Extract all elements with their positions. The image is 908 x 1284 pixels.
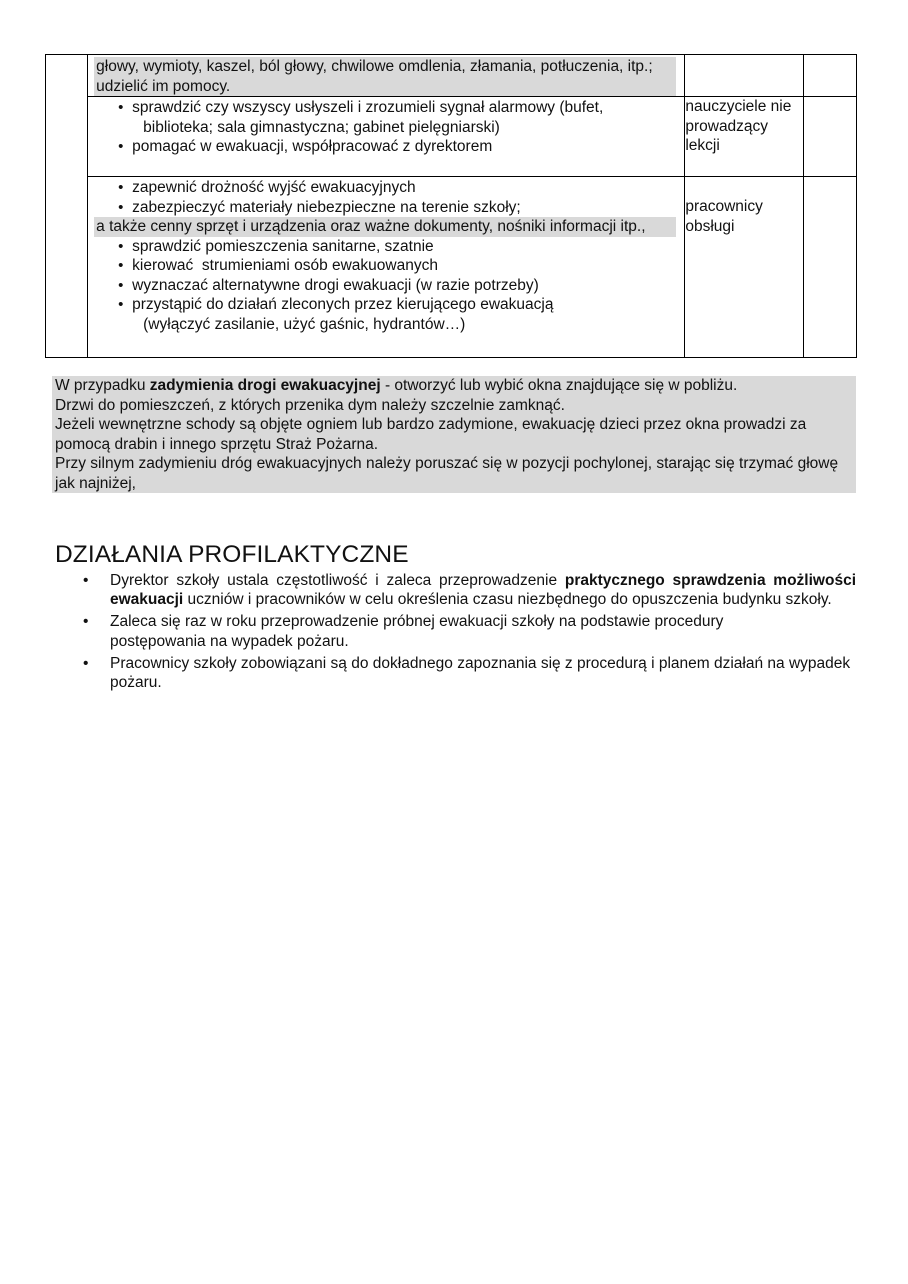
item-bold-text: praktycznego sprawdzenia możliwości ewakuacji: [110, 572, 856, 609]
highlighted-text: a także cenny sprzęt i urządzenia oraz ważne dokumenty, nośniki informacji itp.,: [94, 217, 676, 237]
list-item: [88, 98, 684, 137]
notice-line: Jeżeli wewnętrzne schody są objęte ogniem lub bardzo zadymione, ewakuację dzieci przez okna prowadzi za pomocą drabin i innego sprzętu Straż Pożarna.: [55, 416, 807, 453]
list-item: [80, 612, 856, 650]
tasks-cell: [88, 177, 685, 358]
list-item: [80, 654, 856, 692]
tasks-cell: [88, 55, 685, 97]
task-text-continuation: (wyłączyć zasilanie, użyć gaśnic, hydrantów…): [143, 315, 466, 333]
smoke-notice: [52, 376, 856, 493]
person-cell: nauczyciele nie prowadzący lekcji: [685, 97, 803, 177]
task-text: wyznaczać alternatywne drogi ewakuacji (w razie potrzeby): [132, 276, 539, 294]
task-list: [88, 237, 684, 335]
notice-text: - otworzyć lub wybić okna znajdujące się w pobliżu.: [380, 377, 738, 394]
list-item: [88, 295, 684, 334]
notice-line: Przy silnym zadymieniu dróg ewakuacyjnych należy poruszać się w pozycji pochylonej, starając się trzymać głowę jak najniżej,: [55, 455, 839, 492]
highlighted-text: głowy, wymioty, kaszel, ból głowy, chwilowe omdlenia, złamania, potłuczenia, itp.; udzielić im pomocy.: [94, 57, 676, 96]
prophylactic-list: [80, 571, 856, 695]
item-text: Dyrektor szkoły ustala częstotliwość i zaleca przeprowadzenie: [110, 572, 565, 589]
list-item: [88, 256, 684, 276]
table-cell-empty: [803, 177, 856, 358]
evacuation-duties-table: [45, 54, 857, 358]
item-text: Zaleca się raz w roku przeprowadzenie próbnej ewakuacji szkoły na podstawie procedury postępowania na wypadek pożaru.: [110, 613, 724, 650]
table-cell-empty: [46, 55, 88, 358]
list-item: [88, 276, 684, 296]
list-item: [88, 237, 684, 257]
table-cell-empty: [803, 97, 856, 177]
notice-line: [55, 376, 853, 396]
list-item: [88, 137, 684, 157]
list-item: [88, 178, 684, 198]
task-text: sprawdzić czy wszyscy usłyszeli i zrozumieli sygnał alarmowy (bufet,: [132, 99, 604, 116]
table-row: [46, 55, 857, 97]
task-text: przystąpić do działań zleconych przez kierującego ewakuacją: [132, 296, 554, 313]
table-cell-empty: [803, 55, 856, 97]
section-title: DZIAŁANIA PROFILAKTYCZNE: [55, 541, 409, 568]
notice-bold-text: zadymienia drogi ewakuacyjnej: [149, 377, 381, 394]
task-list: [88, 178, 684, 217]
task-text: sprawdzić pomieszczenia sanitarne, szatnie: [132, 237, 434, 255]
tasks-cell: [88, 97, 685, 177]
task-text: kierować strumieniami osób ewakuowanych: [132, 257, 438, 274]
task-list: [88, 98, 684, 157]
item-text: uczniów i pracowników w celu określenia czasu niezbędnego do opuszczenia budynku szkoły.: [183, 591, 832, 609]
notice-line: Drzwi do pomieszczeń, z których przenika dym należy szczelnie zamknąć.: [55, 396, 565, 414]
table-row: [46, 97, 857, 177]
person-cell: [685, 55, 803, 97]
item-text: Pracownicy szkoły zobowiązani są do dokładnego zapoznania się z procedurą i planem działań na wypadek pożaru.: [110, 654, 851, 692]
task-text: zapewnić drożność wyjść ewakuacyjnych: [132, 179, 416, 196]
notice-text: W przypadku: [55, 377, 150, 394]
list-item: [88, 198, 684, 218]
task-text: zabezpieczyć materiały niebezpieczne na terenie szkoły;: [132, 198, 521, 216]
table-row: [46, 177, 857, 358]
person-label: pracownicy obsługi: [685, 198, 763, 235]
task-text-continuation: biblioteka; sala gimnastyczna; gabinet pielęgniarski): [143, 118, 500, 136]
person-cell: [685, 177, 803, 358]
list-item: [80, 571, 856, 609]
task-text: pomagać w ewakuacji, współpracować z dyrektorem: [132, 138, 493, 155]
